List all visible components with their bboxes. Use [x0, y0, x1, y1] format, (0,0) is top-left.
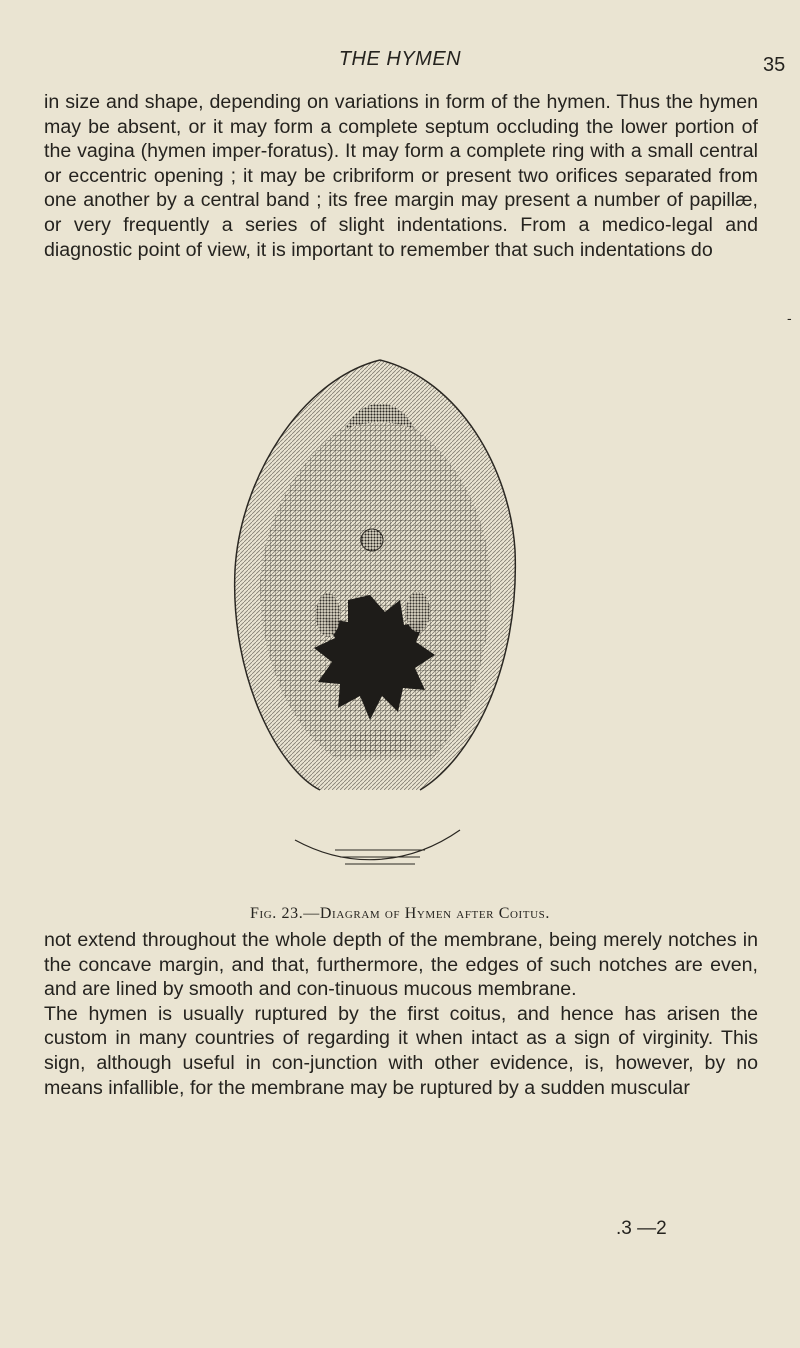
paragraph-top	[44, 90, 758, 262]
paragraph-bottom	[44, 928, 758, 1100]
margin-mark: -	[787, 310, 792, 326]
fourchette-line	[295, 830, 460, 860]
caruncle-left	[316, 593, 340, 637]
running-title: THE HYMEN	[338, 48, 462, 70]
hymen-diagram-illustration	[220, 350, 540, 880]
signature-mark: .3 —2	[616, 1218, 667, 1239]
caruncle-bottom	[346, 730, 414, 754]
urethral-opening	[361, 529, 383, 551]
paragraph-bottom-text-1: not extend throughout the whole depth of the membrane, being merely notches in the concave margin, and that, furthermore, the edges of such notches are even, and are lined by smooth and con-tinuous mucous membrane.	[44, 929, 758, 1001]
paragraph-top-text: in size and shape, depending on variations in form of the hymen. Thus the hymen may be absent, or it may form a complete septum occluding the lower portion of the vagina (hymen imper-foratus). It may form a complete ring with a small central or eccentric opening ; it may be cribriform or present two orifices separated from one another by a central band ; its free margin may present a number of papillæ, or very frequently a series of slight indentations. From a medico-legal and diagnostic point of view, it is important to remember that such indentations do	[44, 91, 758, 261]
figure-caption: Fig. 23.—Diagram of Hymen after Coitus.	[250, 905, 550, 922]
paragraph-bottom-text-2: The hymen is usually ruptured by the first coitus, and hence has arisen the custom in many countries of regarding it when intact as a sign of virginity. This sign, although useful in con-junction with other evidence, is, however, by no means infallible, for the membrane may be ruptured by a sudden muscular	[44, 1002, 758, 1099]
page-number: 35	[763, 54, 786, 76]
caruncle-right	[406, 592, 430, 632]
fourchette-hatch	[335, 850, 425, 864]
